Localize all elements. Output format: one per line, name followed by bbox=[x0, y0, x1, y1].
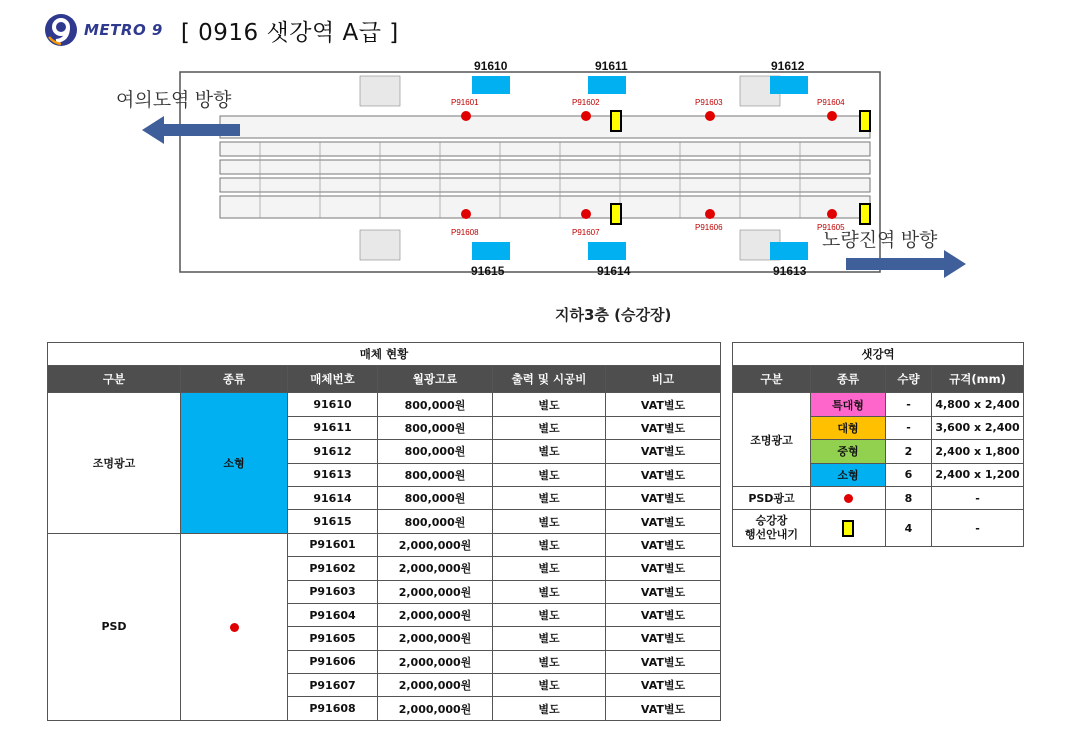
note: VAT별도 bbox=[606, 697, 721, 720]
monthly-fee: 2,000,000원 bbox=[378, 627, 493, 650]
production-cost: 별도 bbox=[493, 533, 606, 556]
quantity: - bbox=[886, 416, 932, 439]
quantity: 2 bbox=[886, 440, 932, 463]
media-number: 91615 bbox=[288, 510, 378, 533]
logo-text: METRO 9 bbox=[84, 21, 163, 39]
note: VAT별도 bbox=[606, 416, 721, 439]
red-dot-icon bbox=[230, 623, 239, 632]
monthly-fee: 2,000,000원 bbox=[378, 557, 493, 580]
col-header-type: 종류 bbox=[811, 366, 886, 393]
spec: 4,800 x 2,400 bbox=[932, 393, 1024, 416]
guide-sign-3 bbox=[611, 204, 621, 224]
psd-label-P91602: P91602 bbox=[572, 98, 600, 107]
group-type-small: 소형 bbox=[181, 393, 288, 533]
production-cost: 별도 bbox=[493, 416, 606, 439]
spec: 3,600 x 2,400 bbox=[932, 416, 1024, 439]
ad-label-91613: 91613 bbox=[773, 264, 807, 278]
ad-label-91611: 91611 bbox=[595, 59, 628, 73]
note: VAT별도 bbox=[606, 580, 721, 603]
table-row bbox=[733, 486, 1024, 509]
guide-sign-2 bbox=[860, 111, 870, 131]
note: VAT별도 bbox=[606, 627, 721, 650]
production-cost: 별도 bbox=[493, 603, 606, 626]
psd-dot-P91608 bbox=[461, 209, 471, 219]
psd-label-P91608: P91608 bbox=[451, 228, 479, 237]
media-number: 91613 bbox=[288, 463, 378, 486]
table-row bbox=[733, 393, 1024, 416]
note: VAT별도 bbox=[606, 486, 721, 509]
production-cost: 별도 bbox=[493, 580, 606, 603]
ad-box-91615 bbox=[472, 242, 510, 260]
type-small: 소형 bbox=[811, 463, 886, 486]
guide-sign-4 bbox=[860, 204, 870, 224]
ad-box-91613 bbox=[770, 242, 808, 260]
col-header-monthly-fee: 월광고료 bbox=[378, 366, 493, 393]
psd-label-P91601: P91601 bbox=[451, 98, 479, 107]
note: VAT별도 bbox=[606, 603, 721, 626]
psd-dot-P91606 bbox=[705, 209, 715, 219]
spec: - bbox=[932, 510, 1024, 547]
quantity: - bbox=[886, 393, 932, 416]
psd-dot-P91605 bbox=[827, 209, 837, 219]
note: VAT별도 bbox=[606, 650, 721, 673]
ad-box-91612 bbox=[770, 76, 808, 94]
col-header-category: 구분 bbox=[733, 366, 811, 393]
page-header bbox=[44, 10, 399, 50]
guide-category-line2: 행선안내기 bbox=[744, 528, 799, 542]
production-cost: 별도 bbox=[493, 697, 606, 720]
psd-label-P91604: P91604 bbox=[817, 98, 845, 107]
monthly-fee: 2,000,000원 bbox=[378, 650, 493, 673]
ad-label-91614: 91614 bbox=[597, 264, 631, 278]
col-header-quantity: 수량 bbox=[886, 366, 932, 393]
platform-map bbox=[100, 50, 980, 290]
media-number: P91604 bbox=[288, 603, 378, 626]
media-number: P91608 bbox=[288, 697, 378, 720]
station-spec-table bbox=[732, 342, 1024, 547]
red-dot-icon bbox=[844, 494, 853, 503]
ad-box-91610 bbox=[472, 76, 510, 94]
ad-box-91614 bbox=[588, 242, 626, 260]
monthly-fee: 800,000원 bbox=[378, 486, 493, 509]
note: VAT별도 bbox=[606, 557, 721, 580]
spec: - bbox=[932, 486, 1024, 509]
table-row bbox=[48, 533, 721, 556]
psd-dot-P91603 bbox=[705, 111, 715, 121]
ad-box-91611 bbox=[588, 76, 626, 94]
psd-dot-P91604 bbox=[827, 111, 837, 121]
psd-dot-P91601 bbox=[461, 111, 471, 121]
ad-label-91615: 91615 bbox=[471, 264, 505, 278]
direction-left-label: 여의도역 방향 bbox=[116, 90, 232, 111]
col-header-production-cost: 출력 및 시공비 bbox=[493, 366, 606, 393]
media-number: P91607 bbox=[288, 674, 378, 697]
media-number: 91611 bbox=[288, 416, 378, 439]
col-header-note: 비고 bbox=[606, 366, 721, 393]
group-category: PSD bbox=[48, 533, 181, 720]
psd-category: PSD광고 bbox=[733, 486, 811, 509]
direction-right-label: 노량진역 방향 bbox=[822, 230, 938, 251]
media-table-caption: 매체 현황 bbox=[48, 343, 721, 366]
lighting-category: 조명광고 bbox=[733, 393, 811, 487]
note: VAT별도 bbox=[606, 440, 721, 463]
map-caption: 지하3층 (승강장) bbox=[555, 306, 672, 324]
psd-type-cell bbox=[811, 486, 886, 509]
note: VAT별도 bbox=[606, 533, 721, 556]
media-number: P91602 bbox=[288, 557, 378, 580]
production-cost: 별도 bbox=[493, 557, 606, 580]
type-extra-large: 특대형 bbox=[811, 393, 886, 416]
monthly-fee: 800,000원 bbox=[378, 416, 493, 439]
track-lines bbox=[220, 116, 870, 218]
group-category: 조명광고 bbox=[48, 393, 181, 533]
production-cost: 별도 bbox=[493, 674, 606, 697]
quantity: 4 bbox=[886, 510, 932, 547]
psd-label-P91606: P91606 bbox=[695, 223, 723, 232]
spec: 2,400 x 1,200 bbox=[932, 463, 1024, 486]
production-cost: 별도 bbox=[493, 440, 606, 463]
monthly-fee: 2,000,000원 bbox=[378, 697, 493, 720]
monthly-fee: 2,000,000원 bbox=[378, 674, 493, 697]
table-row bbox=[48, 393, 721, 416]
monthly-fee: 2,000,000원 bbox=[378, 603, 493, 626]
psd-label-P91603: P91603 bbox=[695, 98, 723, 107]
media-number: P91605 bbox=[288, 627, 378, 650]
metro9-logo-icon bbox=[44, 13, 78, 47]
monthly-fee: 800,000원 bbox=[378, 510, 493, 533]
station-table-caption: 샛강역 bbox=[733, 343, 1024, 366]
ad-label-91612: 91612 bbox=[771, 59, 805, 73]
page-title: [ 0916 샛강역 A급 ] bbox=[180, 19, 399, 46]
production-cost: 별도 bbox=[493, 486, 606, 509]
note: VAT별도 bbox=[606, 510, 721, 533]
psd-dot-P91607 bbox=[581, 209, 591, 219]
note: VAT별도 bbox=[606, 393, 721, 416]
monthly-fee: 800,000원 bbox=[378, 440, 493, 463]
psd-label-P91605: P91605 bbox=[817, 223, 845, 232]
media-number: P91606 bbox=[288, 650, 378, 673]
guide-category-line1: 승강장 bbox=[755, 514, 788, 528]
production-cost: 별도 bbox=[493, 393, 606, 416]
ad-label-91610: 91610 bbox=[474, 59, 508, 73]
table-row bbox=[733, 510, 1024, 547]
production-cost: 별도 bbox=[493, 627, 606, 650]
monthly-fee: 800,000원 bbox=[378, 393, 493, 416]
media-number: 91614 bbox=[288, 486, 378, 509]
note: VAT별도 bbox=[606, 463, 721, 486]
guide-category bbox=[733, 510, 811, 547]
media-status-table bbox=[47, 342, 721, 721]
psd-label-P91607: P91607 bbox=[572, 228, 600, 237]
monthly-fee: 2,000,000원 bbox=[378, 533, 493, 556]
psd-type-cell bbox=[181, 533, 288, 720]
col-header-media-no: 매체번호 bbox=[288, 366, 378, 393]
guide-type-cell bbox=[811, 510, 886, 547]
quantity: 6 bbox=[886, 463, 932, 486]
col-header-type: 종류 bbox=[181, 366, 288, 393]
type-medium: 중형 bbox=[811, 440, 886, 463]
production-cost: 별도 bbox=[493, 463, 606, 486]
media-number: 91612 bbox=[288, 440, 378, 463]
yellow-sign-icon bbox=[842, 520, 854, 537]
psd-dot-P91602 bbox=[581, 111, 591, 121]
col-header-spec: 규격(mm) bbox=[932, 366, 1024, 393]
monthly-fee: 800,000원 bbox=[378, 463, 493, 486]
monthly-fee: 2,000,000원 bbox=[378, 580, 493, 603]
quantity: 8 bbox=[886, 486, 932, 509]
production-cost: 별도 bbox=[493, 650, 606, 673]
note: VAT별도 bbox=[606, 674, 721, 697]
type-large: 대형 bbox=[811, 416, 886, 439]
media-number: 91610 bbox=[288, 393, 378, 416]
col-header-category: 구분 bbox=[48, 366, 181, 393]
media-number: P91603 bbox=[288, 580, 378, 603]
media-number: P91601 bbox=[288, 533, 378, 556]
spec: 2,400 x 1,800 bbox=[932, 440, 1024, 463]
guide-sign-1 bbox=[611, 111, 621, 131]
production-cost: 별도 bbox=[493, 510, 606, 533]
